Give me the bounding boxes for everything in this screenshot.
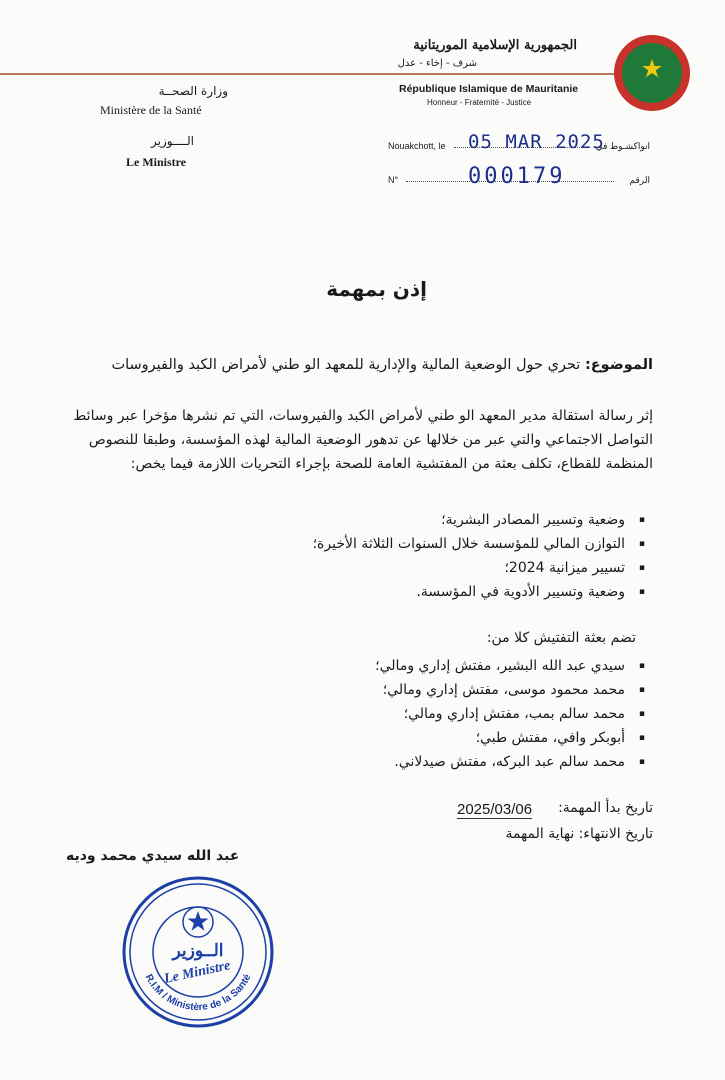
ministry-stamp <box>118 872 278 1032</box>
list-item: ▪ محمد محمود موسى، مفتش إداري ومالي؛ <box>375 678 645 702</box>
stamp-text-fr: Le Ministre <box>162 958 232 987</box>
scope-list <box>313 508 645 604</box>
start-date-label: تاريخ بدأ المهمة: <box>558 800 653 816</box>
reference-number-value: 000179 <box>468 164 566 189</box>
republic-name-fr: République Islamique de Mauritanie <box>399 83 579 95</box>
stamp-text-ar: الــوزير <box>172 941 224 961</box>
national-emblem-icon <box>614 35 690 111</box>
date-label-ar: انواكشـوط في <box>595 141 650 151</box>
minister-title-fr: Le Ministre <box>126 155 187 169</box>
document-title: إذن بمهمة <box>326 277 427 301</box>
body-paragraph: إثر رسالة استقالة مدير المعهد الو طني لأمراض الكبد والفيروسات، التي تم نشرها مؤخرا عبر وسائط التواصل الاجتماعي والتي عبر من خلالها عن تدهور الوضعية المالية لهذه المؤسسة، وطبقا للنصوص المنظمة للقطاع، تكلف بعثة من المفتشية العامة للصحة بإجراء التحريات اللازمة فيما يخص: <box>73 408 653 472</box>
motto-ar: شرف - إخاء - عدل <box>397 58 477 69</box>
reference-number-field <box>388 164 650 194</box>
start-date-value: 2025/03/06 <box>457 801 533 818</box>
minister-title-ar: الــــوزير <box>150 134 194 148</box>
subject-label: الموضوع: <box>584 357 653 373</box>
list-item: ▪ وضعية وتسيير المصادر البشرية؛ <box>313 508 645 532</box>
subject-text: تحري حول الوضعية المالية والإدارية للمعهد الو طني لأمراض الكبد والفيروسات <box>111 357 581 373</box>
list-item: ▪ وضعية وتسيير الأدوية في المؤسسة. <box>313 580 645 604</box>
team-list <box>375 654 645 774</box>
date-stamp-value: 05 MAR 2025 <box>468 131 605 153</box>
end-date-label: تاريخ الانتهاء: نهاية المهمة <box>505 826 653 842</box>
number-label-fr: N° <box>388 175 399 185</box>
list-item: ▪ أبوبكر وافي، مفتش طبي؛ <box>375 726 645 750</box>
list-item: ▪ محمد سالم بمب، مفتش إداري ومالي؛ <box>375 702 645 726</box>
list-item: ▪ التوازن المالي للمؤسسة خلال السنوات الثلاثة الأخيرة؛ <box>313 532 645 556</box>
date-label-fr: Nouakchott, le <box>388 141 446 151</box>
date-field <box>388 131 650 160</box>
list-item: ▪ محمد سالم عبد البركه، مفتش صيدلاني. <box>375 750 645 774</box>
stamp-ring-text: R.I.M / Ministère de la Santé <box>142 972 254 1014</box>
ministry-name-ar: وزارة الصحــة <box>158 84 228 98</box>
stamp-star-icon <box>183 907 213 937</box>
subject-line <box>111 357 653 373</box>
number-label-ar: الرقم <box>629 175 650 185</box>
signer-name: عبد الله سيدي محمد وديه <box>66 848 240 864</box>
motto-fr: Honneur - Fraternité - Justice <box>427 98 532 107</box>
republic-name-ar: الجمهورية الإسلامية الموريتانية <box>413 38 577 53</box>
team-intro: تضم بعثة التفتيش كلا من: <box>486 630 636 646</box>
ministry-name-fr: Ministère de la Santé <box>100 103 202 117</box>
list-item: ▪ تسيير ميزانية 2024؛ <box>313 556 645 580</box>
header-rule <box>0 73 614 75</box>
list-item: ▪ سيدي عبد الله البشير، مفتش إداري ومالي؛ <box>375 654 645 678</box>
